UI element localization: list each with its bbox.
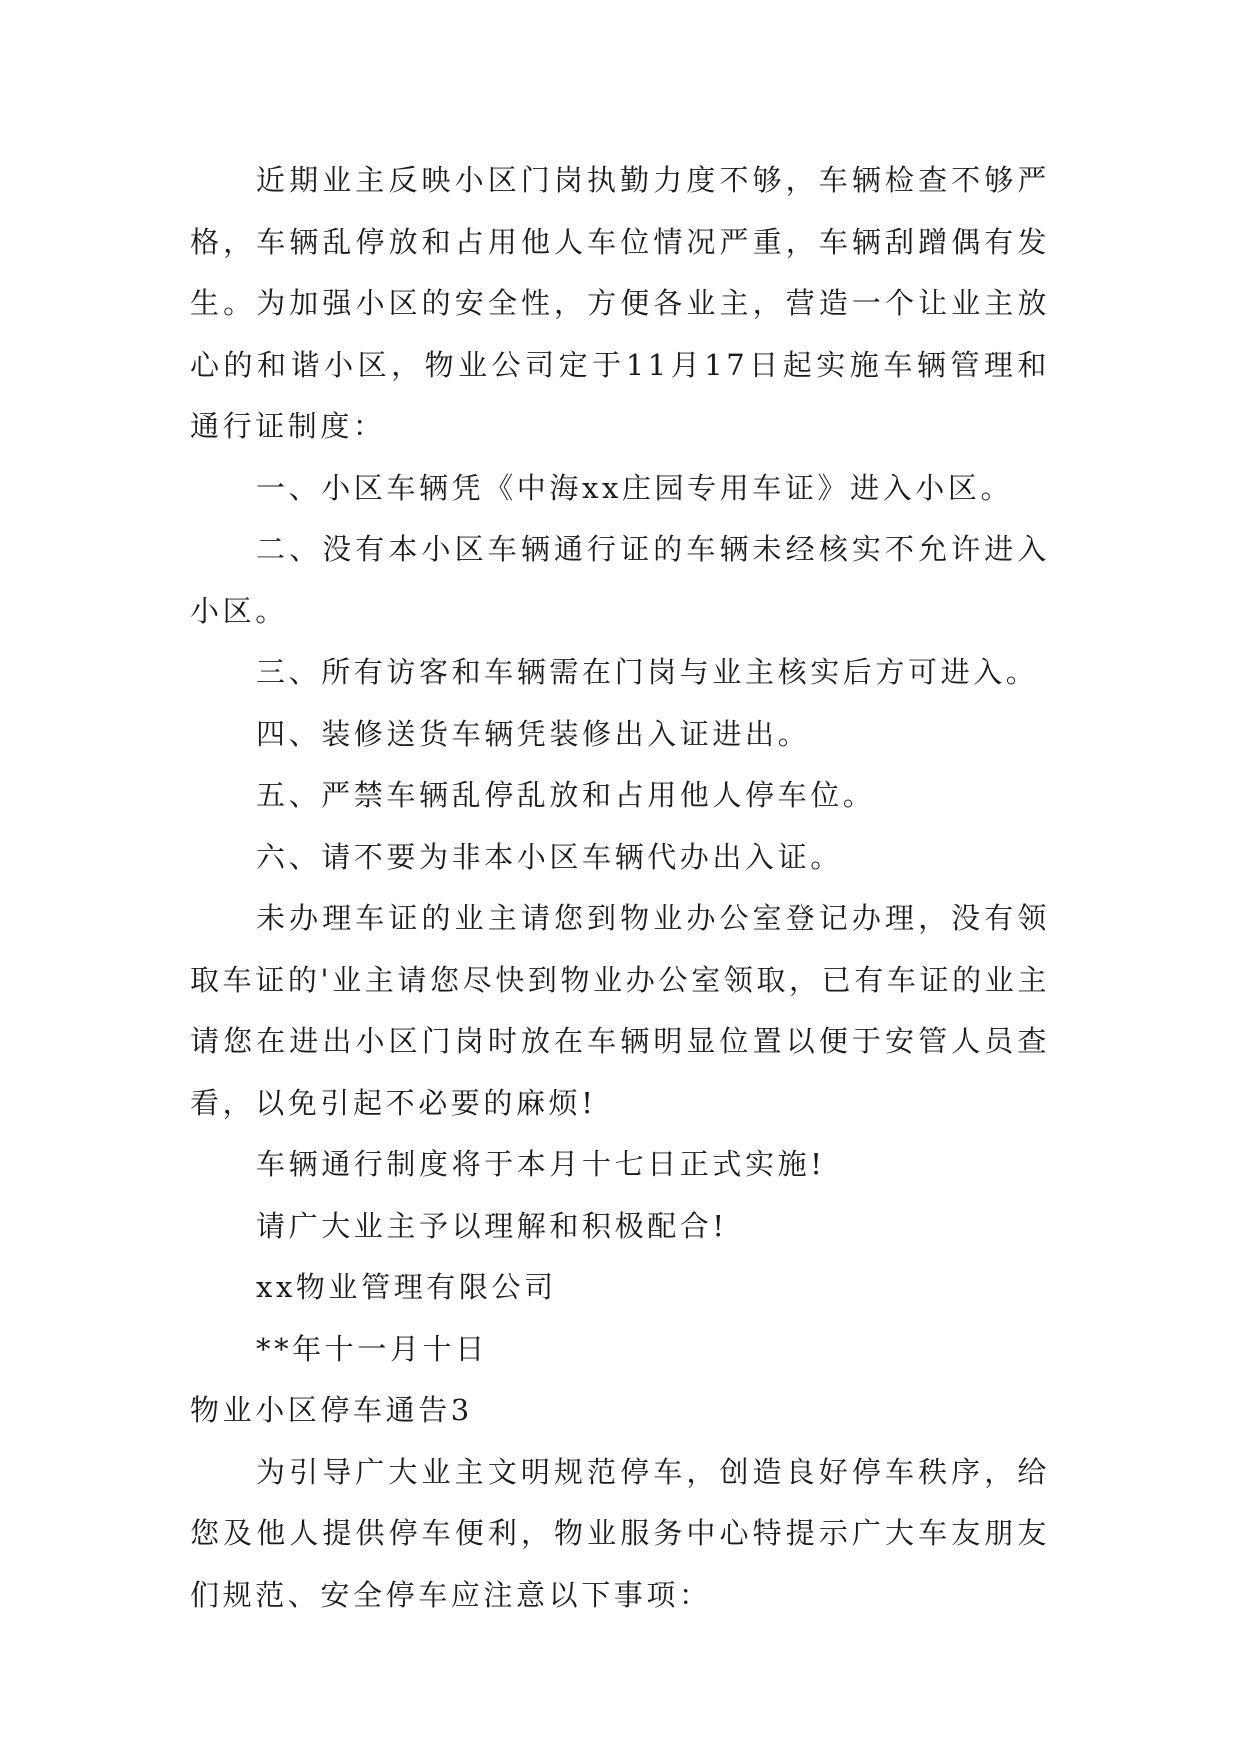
document-body <box>190 150 1050 1626</box>
rule-item-3: 三、所有访客和车辆需在门岗与业主核实后方可进入。 <box>256 655 1039 689</box>
rule-item-4: 四、装修送货车辆凭装修出入证进出。 <box>256 716 811 751</box>
notice-paragraph: 未办理车证的业主请您到物业办公室登记办理，没有领取车证的'业主请您尽快到物业办公室领取，已有车证的业主请您在进出小区门岗时放在车辆明显位置以便于安管人员查看，以免引起不必要的麻烦! <box>190 901 1050 1120</box>
rule-item-1: 一、小区车辆凭《中海xx庄园专用车证》进入小区。 <box>256 470 1014 505</box>
rule-item-5: 五、严禁车辆乱停乱放和占用他人停车位。 <box>256 778 876 812</box>
signature-date: **年十一月十日 <box>256 1331 488 1366</box>
rule-item-2: 二、没有本小区车辆通行证的车辆未经核实不允许进入小区。 <box>190 532 1050 628</box>
company-signature: xx物业管理有限公司 <box>256 1270 557 1304</box>
effective-date-paragraph: 车辆通行制度将于本月十七日正式实施! <box>256 1147 826 1181</box>
section-title: 物业小区停车通告3 <box>190 1393 473 1427</box>
intro-paragraph: 近期业主反映小区门岗执勤力度不够，车辆检查不够严格，车辆乱停放和占用他人车位情况严重，车辆刮蹭偶有发生。为加强小区的安全性，方便各业主，营造一个让业主放心的和谐小区，物业公司定于11月17日起实施车辆管理和通行证制度： <box>190 163 1050 443</box>
section-intro-paragraph: 为引导广大业主文明规范停车，创造良好停车秩序，给您及他人提供停车便利，物业服务中心特提示广大车友朋友们规范、安全停车应注意以下事项： <box>190 1454 1050 1612</box>
cooperation-paragraph: 请广大业主予以理解和积极配合! <box>256 1208 728 1243</box>
rule-item-6: 六、请不要为非本小区车辆代办出入证。 <box>256 839 843 874</box>
